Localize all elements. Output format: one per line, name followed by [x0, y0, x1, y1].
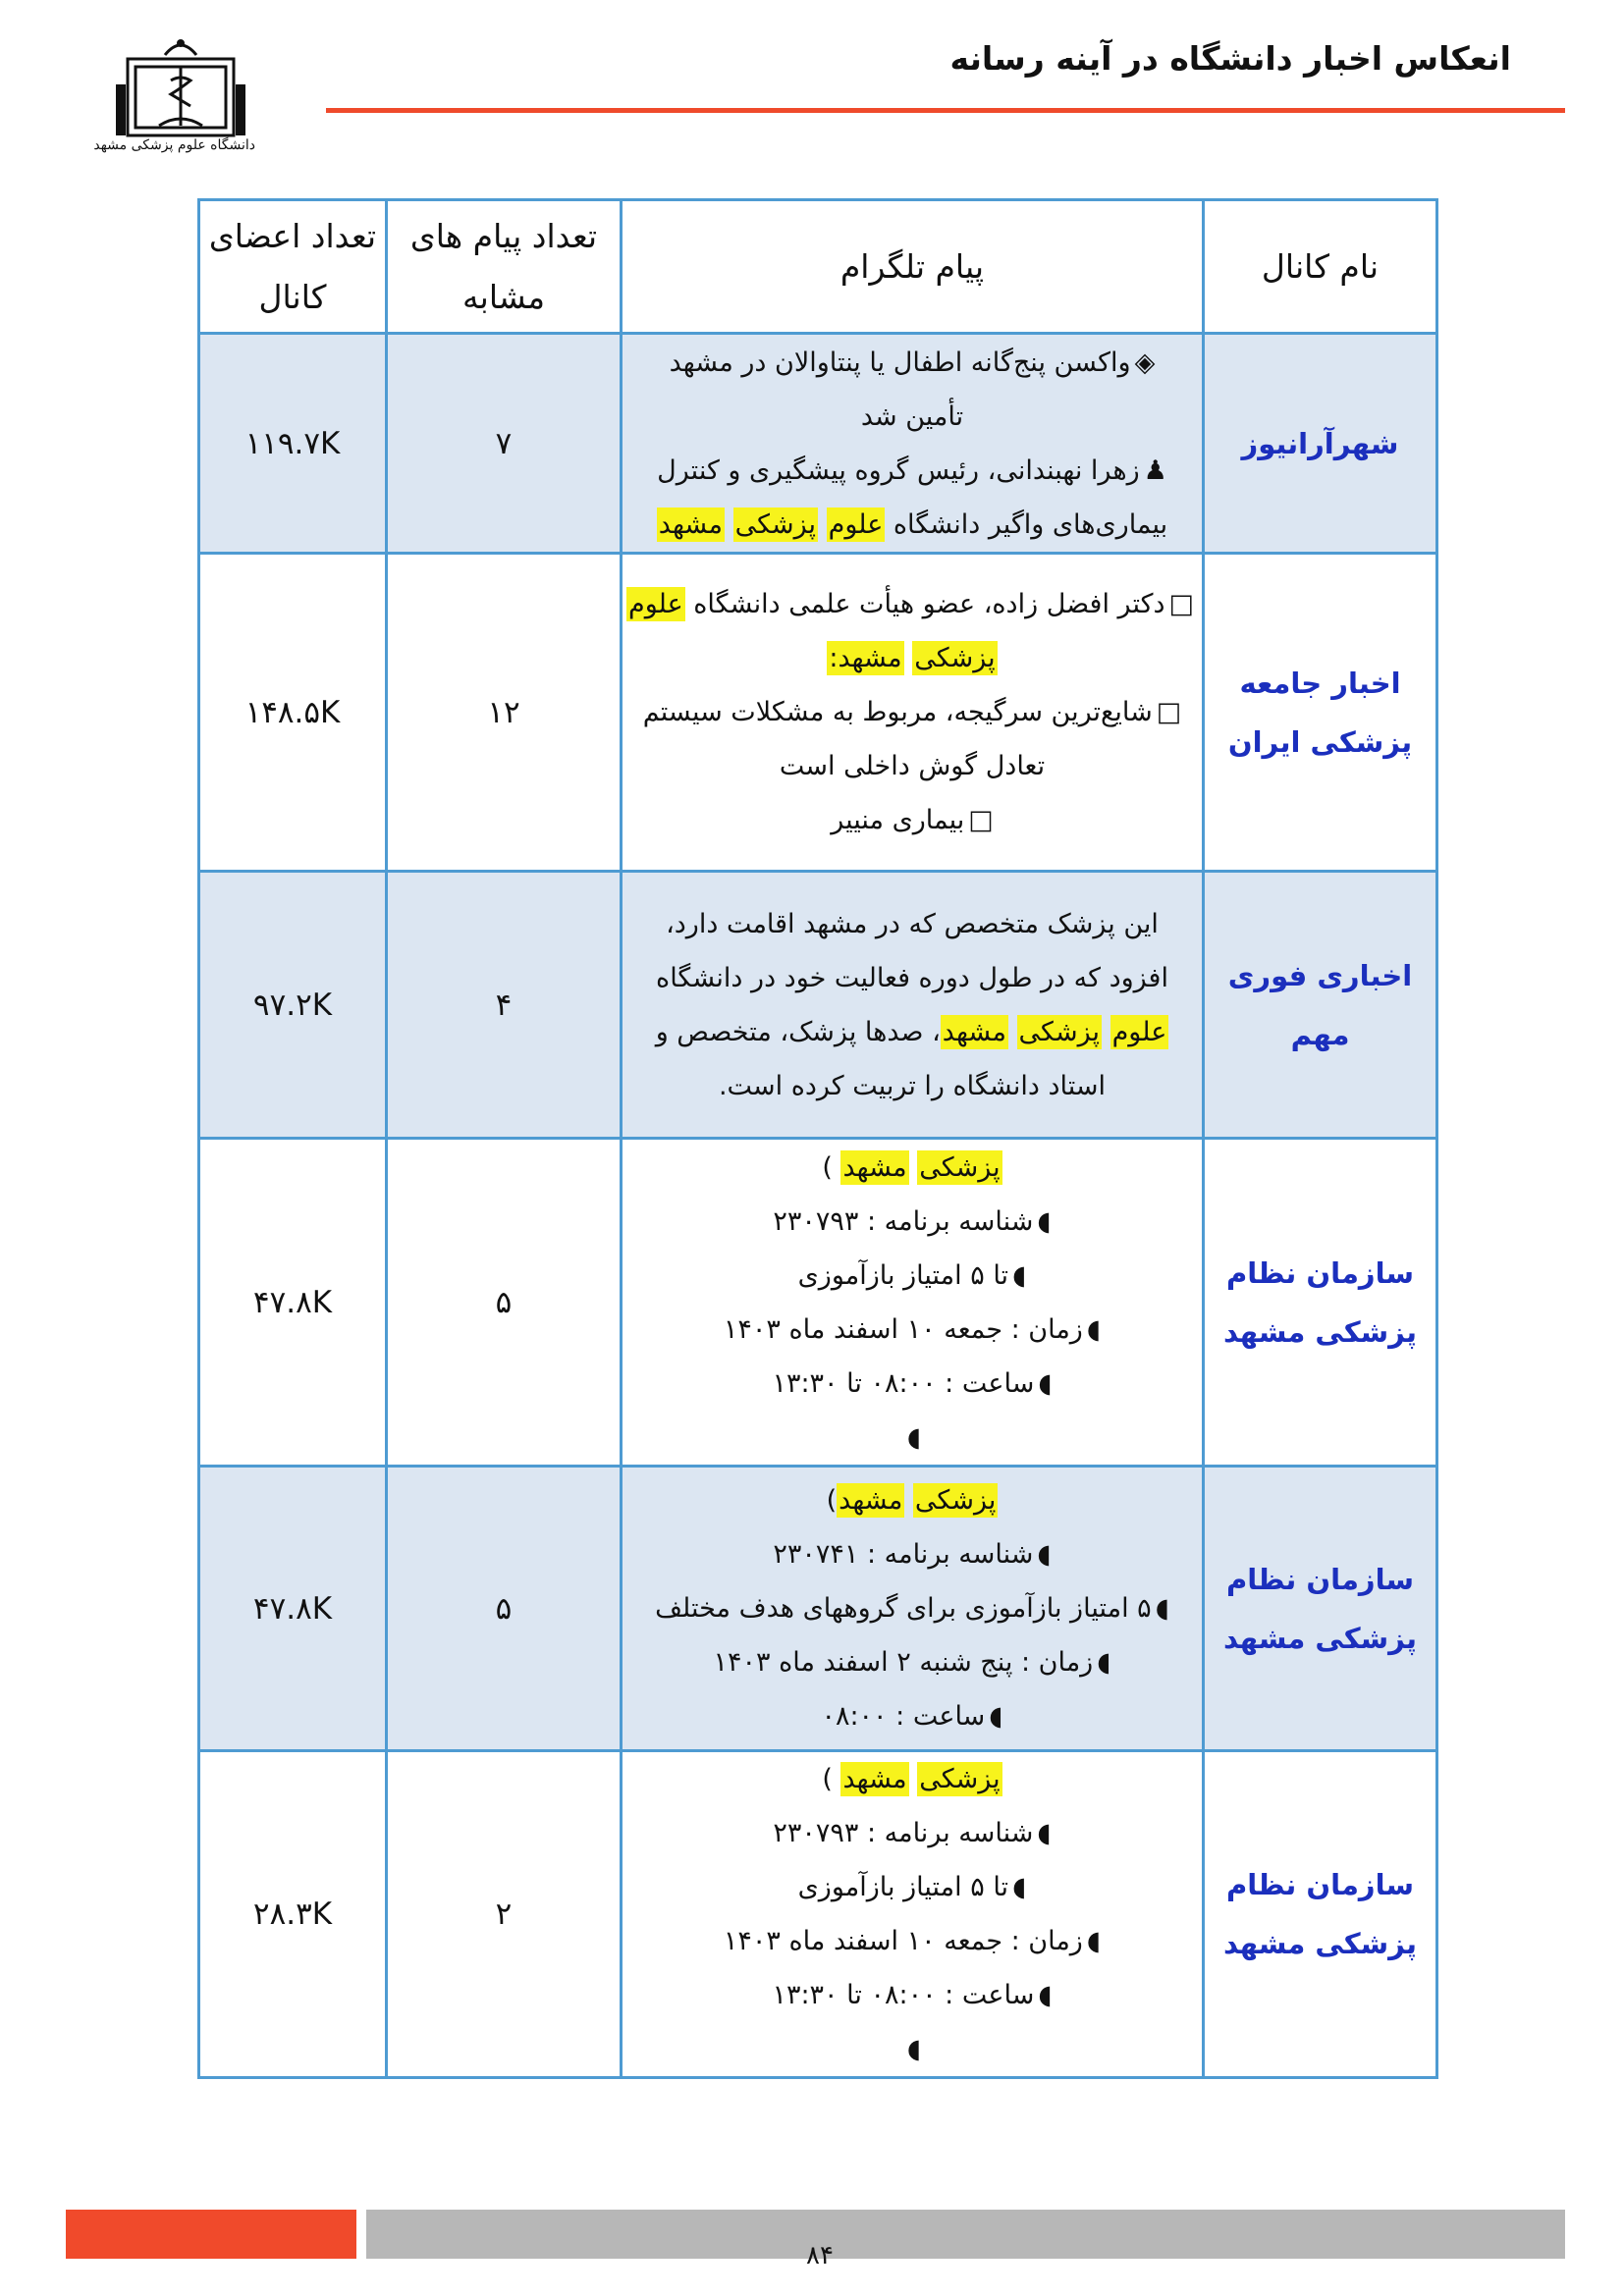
message-line [630, 498, 1194, 552]
header-similar: تعداد پیام های مشابه [387, 200, 622, 334]
message-line [630, 1195, 1194, 1249]
message-text: ساعت : ۰۸:۰۰ تا ۱۳:۳۰ [772, 1980, 1035, 2010]
message-line [630, 897, 1194, 951]
table-row [199, 1139, 1437, 1467]
similar-count: ۱۲ [387, 554, 622, 872]
message-line [630, 951, 1194, 1005]
header-divider [326, 108, 1565, 113]
message-text [904, 643, 913, 673]
shield-icon: ◖ [1037, 1539, 1052, 1570]
highlighted-keyword: علوم [1111, 1016, 1167, 1047]
message-line [630, 336, 1194, 390]
message-text: دکتر افضل زاده، عضو هیأت علمی دانشگاه [684, 589, 1165, 619]
message-text: تأمین شد [860, 400, 964, 432]
message-text: شایع‌ترین سرگیجه، مربوط به مشکلات سیستم [642, 697, 1153, 727]
box-icon: □ [1168, 589, 1194, 619]
telegram-message [622, 334, 1204, 554]
telegram-message [622, 1139, 1204, 1467]
message-line [630, 1806, 1194, 1860]
message-text [818, 509, 827, 540]
similar-count: ۴ [387, 872, 622, 1139]
header-channel: نام کانال [1204, 200, 1437, 334]
message-line [630, 1581, 1194, 1635]
person-icon: ♟ [1143, 454, 1167, 486]
shield-icon: ◖ [1086, 1926, 1102, 1956]
message-text: ۵ امتیاز بازآموزی برای گروههای هدف مختلف [655, 1593, 1152, 1624]
channel-name: اخبار جامعه پزشکی ایران [1204, 554, 1437, 872]
shield-icon: ◖ [1038, 1980, 1053, 2010]
news-table [197, 198, 1438, 2079]
message-text: ساعت : ۰۸:۰۰ تا ۱۳:۳۰ [772, 1367, 1035, 1399]
header-members: تعداد اعضای کانال [199, 200, 387, 334]
message-line [630, 1527, 1194, 1581]
message-text: ) [826, 1485, 838, 1516]
message-text: زمان : جمعه ۱۰ اسفند ماه ۱۴۰۳ [723, 1926, 1083, 1956]
logo-caption: دانشگاه علوم پزشکی مشهد [93, 137, 255, 153]
member-count: ۱۴۸.۵K [199, 554, 387, 872]
message-line [630, 1357, 1194, 1411]
message-text: این پزشک متخصص که در مشهد اقامت دارد، [666, 908, 1159, 939]
message-line [630, 1689, 1194, 1743]
highlighted-keyword: مشهد [658, 508, 723, 540]
member-count: ۴۷.۸K [199, 1467, 387, 1751]
box-icon: □ [968, 805, 994, 835]
channel-name: سازمان نظام پزشکی مشهد [1204, 1139, 1437, 1467]
message-line [630, 1411, 1194, 1465]
message-line [630, 1635, 1194, 1689]
page-number: ۸۴ [806, 2241, 834, 2270]
shield-icon: ◖ [1155, 1593, 1169, 1624]
message-text [909, 1152, 918, 1183]
message-text [909, 1764, 918, 1794]
channel-name: اخباری فوری مهم [1204, 872, 1437, 1139]
message-text [904, 1485, 913, 1516]
shield-icon: ◖ [1038, 1367, 1053, 1399]
message-text [1102, 1017, 1110, 1047]
message-text: تعادل گوش داخلی است [779, 751, 1046, 781]
message-text: شناسه برنامه : ۲۳۰۷۹۳ [773, 1818, 1034, 1848]
message-line [630, 2022, 1194, 2076]
message-text [725, 509, 733, 540]
channel-name: سازمان نظام پزشکی مشهد [1204, 1467, 1437, 1751]
shield-icon: ◖ [1012, 1259, 1027, 1291]
message-text: ساعت : ۰۸:۰۰ [821, 1701, 986, 1732]
shield-icon: ◖ [1097, 1647, 1111, 1678]
member-count: ۲۸.۳K [199, 1751, 387, 2078]
highlighted-keyword: مشهد: [829, 643, 902, 673]
header-message: پیام تلگرام [622, 200, 1204, 334]
box-icon: □ [1156, 697, 1182, 727]
page-title: انعکاس اخبار دانشگاه در آینه رسانه [949, 39, 1511, 78]
shield-icon: ◖ [1037, 1205, 1052, 1237]
message-line [630, 739, 1194, 793]
similar-count: ۵ [387, 1467, 622, 1751]
table-header-row [199, 200, 1437, 334]
message-line [630, 1005, 1194, 1059]
message-text: شناسه برنامه : ۲۳۰۷۹۳ [773, 1205, 1034, 1237]
highlighted-keyword: پزشکی [919, 1764, 1001, 1794]
table-row [199, 872, 1437, 1139]
message-line [630, 631, 1194, 685]
telegram-message [622, 554, 1204, 872]
shield-icon: ◖ [1012, 1872, 1027, 1902]
message-text: ، صدها پزشک، متخصص و [655, 1016, 941, 1047]
message-text: ) [822, 1151, 841, 1183]
message-text: زهرا نهبندانی، رئیس گروه پیشگیری و کنترل [657, 454, 1140, 486]
table-row [199, 334, 1437, 554]
channel-name: شهرآرانیوز [1204, 334, 1437, 554]
channel-name: سازمان نظام پزشکی مشهد [1204, 1751, 1437, 2078]
message-line [627, 577, 1194, 631]
message-line [630, 1303, 1194, 1357]
message-text: واکسن پنج‌گانه اطفال یا پنتاوالان در مشهد [669, 347, 1131, 378]
message-text: استاد دانشگاه را تربیت کرده است. [718, 1070, 1107, 1101]
message-line [630, 1860, 1194, 1914]
message-text: بیماری منییر [831, 805, 965, 835]
highlighted-keyword: مشهد [842, 1151, 907, 1183]
footer-red-bar [66, 2210, 356, 2259]
shield-icon: ◖ [906, 1421, 922, 1453]
message-text: ) [822, 1764, 841, 1794]
member-count: ۴۷.۸K [199, 1139, 387, 1467]
table-row [199, 1467, 1437, 1751]
telegram-message [622, 1467, 1204, 1751]
message-line [630, 1752, 1194, 1806]
message-line [630, 444, 1194, 498]
message-text: تا ۵ امتیاز بازآموزی [797, 1872, 1009, 1902]
highlighted-keyword: علوم [627, 589, 683, 619]
table-row [199, 554, 1437, 872]
shield-icon: ◖ [906, 2034, 922, 2064]
highlighted-keyword: مشهد [942, 1016, 1006, 1047]
similar-count: ۵ [387, 1139, 622, 1467]
highlighted-keyword: علوم [828, 508, 884, 540]
message-line [630, 1059, 1194, 1113]
shield-icon: ◖ [1086, 1313, 1102, 1345]
message-text: شناسه برنامه : ۲۳۰۷۴۱ [773, 1539, 1034, 1570]
highlighted-keyword: پزشکی [1018, 1016, 1100, 1047]
member-count: ۱۱۹.۷K [199, 334, 387, 554]
message-text [1008, 1017, 1017, 1047]
message-line [630, 1968, 1194, 2022]
highlighted-keyword: مشهد [842, 1764, 907, 1794]
message-line [630, 1473, 1194, 1527]
telegram-message [622, 872, 1204, 1139]
message-text: زمان : جمعه ۱۰ اسفند ماه ۱۴۰۳ [723, 1313, 1083, 1345]
highlighted-keyword: پزشکی [734, 508, 817, 540]
message-line [630, 1141, 1194, 1195]
message-text: تا ۵ امتیاز بازآموزی [797, 1259, 1009, 1291]
message-text: زمان : پنج شنبه ۲ اسفند ماه ۱۴۰۳ [713, 1647, 1094, 1678]
highlighted-keyword: مشهد [839, 1485, 903, 1516]
shield-icon: ◖ [989, 1701, 1003, 1732]
table-row [199, 1751, 1437, 2078]
message-text: بیماری‌های واگیر دانشگاه [885, 508, 1168, 540]
message-line [630, 685, 1194, 739]
message-line [630, 1914, 1194, 1968]
message-line [630, 390, 1194, 444]
telegram-message [622, 1751, 1204, 2078]
member-count: ۹۷.۲K [199, 872, 387, 1139]
shield-icon: ◖ [1037, 1818, 1052, 1848]
message-text: افزود که در طول دوره فعالیت خود در دانشگاه [656, 962, 1168, 993]
message-line [630, 1249, 1194, 1303]
highlighted-keyword: پزشکی [914, 643, 996, 673]
similar-count: ۲ [387, 1751, 622, 2078]
highlighted-keyword: پزشکی [919, 1151, 1001, 1183]
highlighted-keyword: پزشکی [914, 1485, 997, 1516]
message-line [630, 793, 1194, 847]
similar-count: ۷ [387, 334, 622, 554]
footer-grey-bar [366, 2210, 1565, 2259]
pills-icon: ◈ [1134, 347, 1156, 378]
